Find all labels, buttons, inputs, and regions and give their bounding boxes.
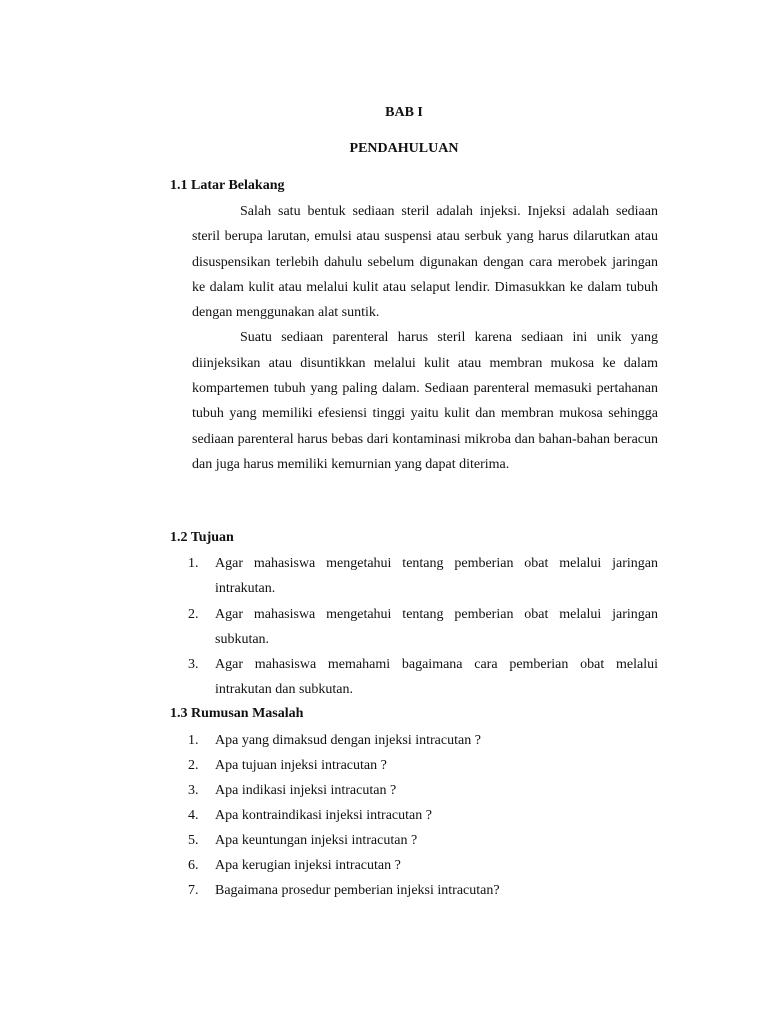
chapter-label: BAB I — [385, 105, 423, 120]
list-item — [188, 652, 658, 703]
chapter-title: PENDAHULUAN — [349, 141, 459, 156]
list-item — [188, 828, 658, 853]
list-item-number: 7. — [188, 883, 199, 898]
list-item — [188, 778, 658, 803]
list-item-number: 2. — [188, 758, 199, 773]
list-item-text: Apa kontraindikasi injeksi intracutan ? — [215, 808, 432, 823]
list-item-text: Apa keuntungan injeksi intracutan ? — [215, 833, 418, 848]
list-item — [188, 728, 658, 753]
list-item-text: Apa indikasi injeksi intracutan ? — [215, 783, 397, 798]
list-item — [188, 878, 658, 903]
list-item-text: Apa tujuan injeksi intracutan ? — [215, 758, 387, 773]
list-item-number: 1. — [188, 556, 199, 571]
list-item — [188, 753, 658, 778]
list-item — [188, 551, 658, 602]
list-item-text: Agar mahasiswa mengetahui tentang pemberian obat melalui jaringan intrakutan. — [215, 556, 658, 597]
list-item-number: 1. — [188, 733, 199, 748]
section-heading-background: 1.1 Latar Belakang — [170, 178, 285, 193]
background-paragraph: Salah satu bentuk sediaan steril adalah injeksi. Injeksi adalah sediaan steril berupa larutan, emulsi atau suspensi atau serbuk yang harus dilarutkan atau disuspensikan terlebih dahulu sebelum digunakan dengan cara merobek jaringan ke dalam kulit atau melalui kulit atau selaput lendir. Dimasukkan ke dalam tubuh dengan menggunakan alat suntik. — [192, 204, 658, 321]
list-item-number: 2. — [188, 606, 199, 622]
problems-list — [188, 728, 658, 903]
list-item-number: 5. — [188, 833, 199, 848]
list-item-text: Bagaimana prosedur pemberian injeksi intracutan? — [215, 883, 500, 898]
list-item-text: Apa yang dimaksud dengan injeksi intracutan ? — [215, 733, 481, 748]
list-item-text: Agar mahasiswa mengetahui tentang pemberian obat melalui jaringan subkutan. — [215, 606, 658, 647]
list-item-number: 3. — [188, 657, 199, 673]
list-item-number: 3. — [188, 783, 199, 798]
section-heading-goals: 1.2 Tujuan — [170, 530, 234, 545]
list-item-number: 6. — [188, 858, 199, 873]
list-item-text: Agar mahasiswa memahami bagaimana cara pemberian obat melalui intrakutan dan subkutan. — [215, 657, 658, 698]
list-item — [188, 853, 658, 878]
list-item-text: Apa kerugian injeksi intracutan ? — [215, 858, 401, 873]
goals-list — [188, 551, 658, 703]
list-item — [188, 803, 658, 828]
section-heading-problems: 1.3 Rumusan Masalah — [170, 706, 304, 721]
background-paragraph: Suatu sediaan parenteral harus steril karena sediaan ini unik yang diinjeksikan atau disuntikkan melalui kulit atau membran mukosa ke dalam kompartemen tubuh yang paling dalam. Sediaan parenteral memasuki pertahanan tubuh yang memiliki efesiensi tinggi yaitu kulit dan membran mukosa sehingga sediaan parenteral harus bebas dari kontaminasi mikroba dan bahan-bahan beracun dan juga harus memiliki kemurnian yang dapat diterima. — [192, 330, 658, 472]
list-item-number: 4. — [188, 808, 199, 823]
list-item — [188, 602, 658, 653]
background-body — [192, 199, 658, 477]
